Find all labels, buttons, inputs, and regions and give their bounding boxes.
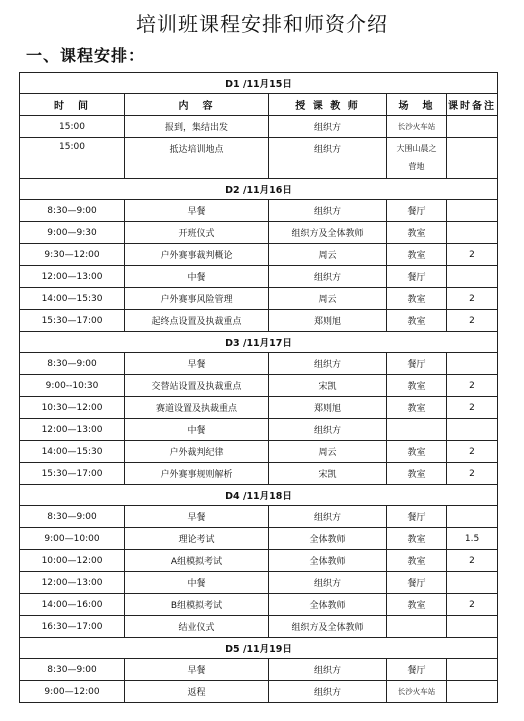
cell-hours: 2	[447, 594, 498, 616]
cell-hours: 2	[447, 397, 498, 419]
cell-hours: 2	[447, 441, 498, 463]
table-row	[20, 353, 498, 375]
cell-venue	[387, 616, 447, 638]
cell-teacher: 全体教师	[269, 550, 387, 572]
cell-hours	[447, 572, 498, 594]
table-row	[20, 463, 498, 485]
day-label: D1 /11月15日	[20, 73, 498, 94]
cell-content: 报到，集结出发	[125, 116, 269, 138]
cell-venue: 长沙火车站	[387, 116, 447, 138]
header-time: 时 间	[20, 94, 125, 116]
table-row	[20, 681, 498, 703]
cell-teacher: 全体教师	[269, 594, 387, 616]
day-header-row	[20, 485, 498, 506]
cell-time: 12:00—13:00	[20, 572, 125, 594]
cell-teacher: 周云	[269, 244, 387, 266]
cell-venue: 教室	[387, 222, 447, 244]
cell-time: 12:00—13:00	[20, 266, 125, 288]
header-teacher: 授 课 教 师	[269, 94, 387, 116]
cell-venue: 教室	[387, 288, 447, 310]
cell-teacher: 组织方	[269, 419, 387, 441]
cell-content: 中餐	[125, 572, 269, 594]
day-label: D2 /11月16日	[20, 179, 498, 200]
table-row	[20, 528, 498, 550]
cell-teacher: 组织方	[269, 659, 387, 681]
cell-content: 开班仪式	[125, 222, 269, 244]
schedule-body	[20, 73, 498, 703]
table-row	[20, 375, 498, 397]
table-row	[20, 116, 498, 138]
document-title: 培训班课程安排和师资介绍	[136, 12, 388, 36]
cell-teacher: 宋凯	[269, 375, 387, 397]
cell-hours	[447, 681, 498, 703]
cell-hours: 2	[447, 244, 498, 266]
header-hours: 课时备注	[447, 94, 498, 116]
table-row	[20, 222, 498, 244]
cell-content: 赛道设置及执裁重点	[125, 397, 269, 419]
section-heading: 一、课程安排：	[26, 46, 146, 65]
cell-time: 14:00—16:00	[20, 594, 125, 616]
cell-time: 15:30—17:00	[20, 463, 125, 485]
cell-content: 中餐	[125, 419, 269, 441]
cell-time: 8:30—9:00	[20, 506, 125, 528]
cell-time: 12:00—13:00	[20, 419, 125, 441]
cell-teacher: 组织方	[269, 506, 387, 528]
cell-venue: 教室	[387, 310, 447, 332]
cell-content: 早餐	[125, 506, 269, 528]
cell-time: 9:00—9:30	[20, 222, 125, 244]
cell-time: 15:00	[20, 116, 125, 138]
table-row	[20, 397, 498, 419]
day-label: D5 /11月19日	[20, 638, 498, 659]
cell-teacher: 周云	[269, 288, 387, 310]
cell-content: 结业仪式	[125, 616, 269, 638]
cell-time: 15:00	[20, 138, 125, 179]
table-row	[20, 244, 498, 266]
cell-teacher: 组织方	[269, 116, 387, 138]
table-row	[20, 200, 498, 222]
cell-time: 10:00—12:00	[20, 550, 125, 572]
table-row	[20, 266, 498, 288]
cell-venue: 教室	[387, 594, 447, 616]
cell-time: 8:30—9:00	[20, 353, 125, 375]
cell-hours	[447, 222, 498, 244]
cell-hours: 2	[447, 310, 498, 332]
cell-teacher: 组织方	[269, 138, 387, 179]
table-row	[20, 659, 498, 681]
cell-venue: 餐厅	[387, 506, 447, 528]
cell-teacher: 组织方	[269, 681, 387, 703]
cell-hours	[447, 200, 498, 222]
cell-venue: 教室	[387, 375, 447, 397]
cell-teacher: 周云	[269, 441, 387, 463]
cell-venue: 餐厅	[387, 200, 447, 222]
cell-time: 8:30—9:00	[20, 200, 125, 222]
day-header-row	[20, 332, 498, 353]
cell-content: 起终点设置及执裁重点	[125, 310, 269, 332]
cell-time: 9:00--10:30	[20, 375, 125, 397]
cell-content: 返程	[125, 681, 269, 703]
table-row	[20, 441, 498, 463]
cell-time: 9:30—12:00	[20, 244, 125, 266]
cell-teacher: 郑则旭	[269, 397, 387, 419]
cell-teacher: 全体教师	[269, 528, 387, 550]
cell-venue: 教室	[387, 463, 447, 485]
schedule-table	[19, 72, 498, 703]
day-header-row	[20, 638, 498, 659]
cell-teacher: 组织方	[269, 266, 387, 288]
table-row	[20, 506, 498, 528]
cell-hours: 2	[447, 288, 498, 310]
cell-teacher: 组织方	[269, 200, 387, 222]
cell-hours	[447, 616, 498, 638]
cell-time: 16:30—17:00	[20, 616, 125, 638]
cell-teacher: 组织方	[269, 353, 387, 375]
cell-teacher: 郑则旭	[269, 310, 387, 332]
cell-content: 交替站设置及执裁重点	[125, 375, 269, 397]
cell-hours: 2	[447, 375, 498, 397]
cell-venue	[387, 419, 447, 441]
table-row	[20, 594, 498, 616]
cell-teacher: 组织方及全体教师	[269, 222, 387, 244]
day-label: D4 /11月18日	[20, 485, 498, 506]
cell-hours: 2	[447, 463, 498, 485]
cell-content: 早餐	[125, 353, 269, 375]
header-content: 内 容	[125, 94, 269, 116]
cell-teacher: 组织方及全体教师	[269, 616, 387, 638]
cell-time: 15:30—17:00	[20, 310, 125, 332]
cell-time: 10:30—12:00	[20, 397, 125, 419]
cell-content: 户外赛事规则解析	[125, 463, 269, 485]
table-row	[20, 310, 498, 332]
cell-content: 户外赛事裁判概论	[125, 244, 269, 266]
table-row	[20, 288, 498, 310]
table-row	[20, 550, 498, 572]
cell-venue: 教室	[387, 528, 447, 550]
cell-teacher: 宋凯	[269, 463, 387, 485]
table-row	[20, 572, 498, 594]
cell-venue: 教室	[387, 397, 447, 419]
table-row	[20, 138, 498, 179]
cell-content: 抵达培训地点	[125, 138, 269, 179]
cell-time: 14:00—15:30	[20, 441, 125, 463]
day-header-row	[20, 73, 498, 94]
column-header-row	[20, 94, 498, 116]
cell-content: A组模拟考试	[125, 550, 269, 572]
cell-venue: 教室	[387, 550, 447, 572]
cell-time: 9:00—10:00	[20, 528, 125, 550]
cell-content: 户外赛事风险管理	[125, 288, 269, 310]
cell-hours: 1.5	[447, 528, 498, 550]
cell-content: 户外裁判纪律	[125, 441, 269, 463]
cell-content: 早餐	[125, 659, 269, 681]
cell-hours	[447, 266, 498, 288]
cell-venue: 餐厅	[387, 572, 447, 594]
cell-time: 14:00—15:30	[20, 288, 125, 310]
cell-hours	[447, 419, 498, 441]
day-header-row	[20, 179, 498, 200]
cell-content: 中餐	[125, 266, 269, 288]
header-venue: 场 地	[387, 94, 447, 116]
cell-venue: 教室	[387, 441, 447, 463]
cell-hours	[447, 138, 498, 179]
table-row	[20, 419, 498, 441]
cell-hours	[447, 659, 498, 681]
cell-teacher: 组织方	[269, 572, 387, 594]
cell-hours: 2	[447, 550, 498, 572]
cell-venue: 教室	[387, 244, 447, 266]
cell-content: 理论考试	[125, 528, 269, 550]
cell-time: 9:00—12:00	[20, 681, 125, 703]
cell-venue: 餐厅	[387, 353, 447, 375]
cell-venue: 餐厅	[387, 659, 447, 681]
cell-hours	[447, 506, 498, 528]
cell-content: B组模拟考试	[125, 594, 269, 616]
cell-time: 8:30—9:00	[20, 659, 125, 681]
table-row	[20, 616, 498, 638]
cell-content: 早餐	[125, 200, 269, 222]
cell-venue: 长沙火车站	[387, 681, 447, 703]
cell-venue: 大围山晨之营地	[387, 138, 447, 179]
cell-hours	[447, 353, 498, 375]
cell-hours	[447, 116, 498, 138]
day-label: D3 /11月17日	[20, 332, 498, 353]
cell-venue: 餐厅	[387, 266, 447, 288]
